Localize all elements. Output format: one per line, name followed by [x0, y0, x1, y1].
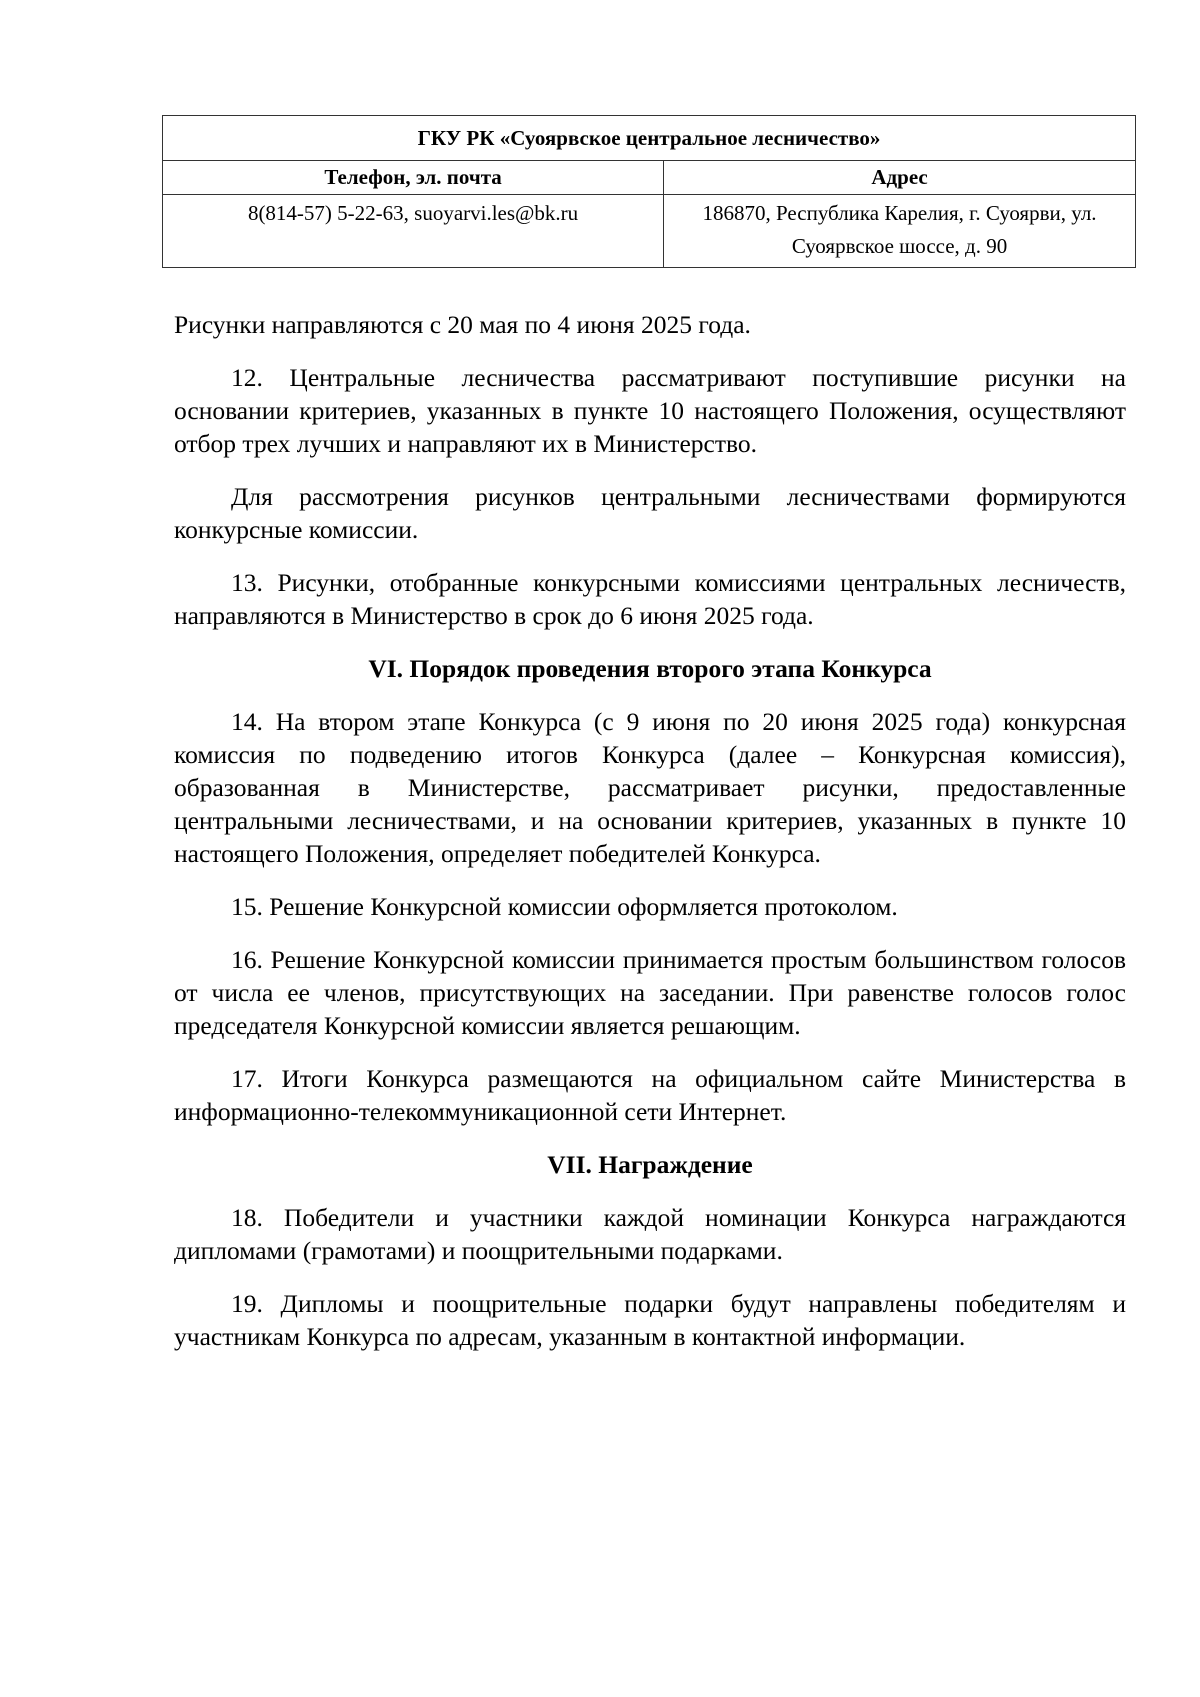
contacts-value-cell: 8(814-57) 5-22-63, suoyarvi.les@bk.ru — [163, 195, 664, 268]
table-row — [163, 116, 1136, 161]
contacts-table — [162, 115, 1136, 268]
paragraph-13: 13. Рисунки, отобранные конкурсными комиссиями центральных лесничеств, направляются в Министерство в срок до 6 июня 2025 года. — [174, 568, 1126, 630]
paragraph-submission-dates: Рисунки направляются с 20 мая по 4 июня 2025 года. — [174, 310, 751, 339]
org-title-cell: ГКУ РК «Суоярвское центральное лесничество» — [163, 116, 1136, 161]
table-row — [163, 195, 1136, 268]
section-6-heading: VI. Порядок проведения второго этапа Конкурса — [368, 654, 932, 683]
paragraph-17: 17. Итоги Конкурса размещаются на официальном сайте Министерства в информационно-телекоммуникационной сети Интернет. — [174, 1064, 1126, 1126]
table-row — [163, 161, 1136, 195]
contacts-header-cell: Телефон, эл. почта — [163, 161, 664, 195]
paragraph-19: 19. Дипломы и поощрительные подарки будут направлены победителям и участникам Конкурса по адресам, указанным в контактной информации. — [174, 1289, 1126, 1351]
paragraph-12-commissions: Для рассмотрения рисунков центральными лесничествами формируются конкурсные комиссии. — [174, 482, 1126, 544]
paragraph-16: 16. Решение Конкурсной комиссии принимается простым большинством голосов от числа ее членов, присутствующих на заседании. При равенстве голосов голос председателя Конкурсной комиссии является решающим. — [174, 945, 1126, 1040]
paragraph-12: 12. Центральные лесничества рассматривают поступившие рисунки на основании критериев, указанных в пункте 10 настоящего Положения, осуществляют отбор трех лучших и направляют их в Министерство. — [174, 363, 1126, 458]
address-header-cell: Адрес — [664, 161, 1136, 195]
address-value-cell: 186870, Республика Карелия, г. Суоярви, ул. Суоярвское шоссе, д. 90 — [664, 195, 1136, 268]
section-7-heading: VII. Награждение — [547, 1150, 753, 1179]
paragraph-15: 15. Решение Конкурсной комиссии оформляется протоколом. — [231, 892, 898, 921]
paragraph-18: 18. Победители и участники каждой номинации Конкурса награждаются дипломами (грамотами) и поощрительными подарками. — [174, 1203, 1126, 1265]
paragraph-14: 14. На втором этапе Конкурса (с 9 июня по 20 июня 2025 года) конкурсная комиссия по подведению итогов Конкурса (далее – Конкурсная комиссия), образованная в Министерстве, рассматривает рисунки, предоставленные центральными лесничествами, и на основании критериев, указанных в пункте 10 настоящего Положения, определяет победителей Конкурса. — [174, 707, 1126, 868]
document-body — [174, 308, 1126, 1373]
